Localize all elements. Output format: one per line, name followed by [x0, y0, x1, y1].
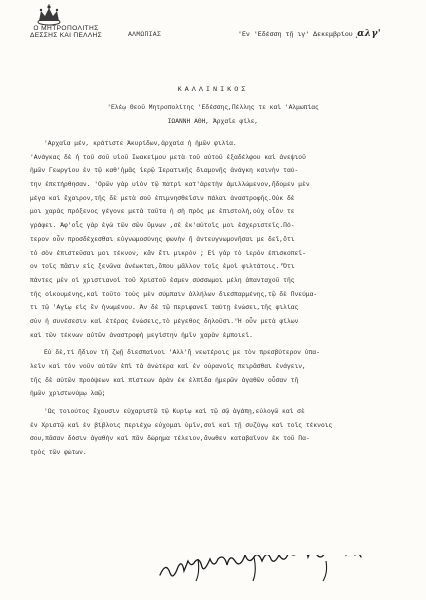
body-line: τρὸς τῶν φώτων. — [30, 449, 87, 457]
intro-line: ΙΩΑΝΝΗ ΑΘΗ, Ἀρχαῖε φίλε, — [167, 118, 259, 125]
body-line: 'Ως τοιούτος ἔχουσιν εὐχαριστῶ τῷ Κυρίῳ καὶ τῷ σῷ ἀγάπῃ,εὐλογῶ καὶ σὲ — [44, 408, 305, 416]
body-line: τῆς οἰκουμένης,καὶ τοῦτο τοὺς μὲν σύμπαιν ἀλλήλων διεσπαρμένης,τῷ δὲ Πνεύμα- — [30, 290, 318, 298]
body-line: μέγα καὶ ἔχαιρον,τῆς δὲ μετὰ σοῦ ἐπιμνησθεῖσιν πάλαι ἀναστροφῆς.Οὐκ δὲ — [30, 194, 295, 202]
letterhead — [6, 25, 126, 39]
body-line: ἡμῶν Γεωργίου ἐν τῷ καθ'ἡμᾶς ἱερῷ Ἱερατικῆς διαμονῆς ἀνάγκη καινὴν ταύ- — [30, 167, 299, 175]
letterhead-title: Ο ΜΗΤΡΟΠΟΛΙΤΗΣ — [33, 25, 99, 32]
body-line: σὺν ἡ συνέσεσιν καὶ ἑτέρας ἐνώσεις,τὸ μέγεθος δηλοῦσι.'Ἡ οὖν μετὰ φίλων — [30, 317, 299, 325]
body-line: σου,πᾶσαν δόσιν ἀγαθὴν καὶ πᾶν δώρημα τέλειον,ἄνωθεν καταβαῖνον ἐκ τοῦ Πα- — [30, 435, 310, 443]
dateline-year: ͅαλγ' — [356, 29, 382, 39]
body-line: ἐν Χριστῷ καὶ ἐν βίβλοις περιέχω εὐχομαι ὑμῖν,σοὶ καὶ τῇ συζύγῳ καὶ τοῖς τέκνοις — [30, 421, 333, 429]
body-line: τερον οὖν προσδέχεσθαι εὐγνωμοσύνης φωνὴν ἢ ἀντευγνωμονῆσαι με δεῖ,ὅτι — [30, 235, 295, 243]
body-line: ον τοῖς πᾶσιν εἰς ξενῶνα ἀνέωκται,ὅπου μᾶλλον τοῖς ἐμοὶ φιλτάτοις.'Ὅτι — [30, 263, 295, 271]
body-line: μοι χαρὰς πρόξενος γέγονε μετὰ ταῦτα ἡ σὴ πρὸς με ἐπιστολή,οὐχ οἷόν τε — [30, 208, 295, 216]
body-line: 'Ανάγκας δὲ ἡ τοῦ σοῦ υἱοῦ Ιωακείμου μετὰ τοῦ αὐτοῦ ἐξαδέλφου καὶ ἀνεψιοῦ — [30, 153, 306, 161]
body-line: τὸ σὸν ἐπιστεῦσαι μοι τέκνον, κἂν ἔτι μικρὸν ; Εἰ γὰρ τὸ ἱερὸν ἐπισκοπεῖ- — [30, 249, 306, 257]
body-line: γράφει. Ἀφ'οἷς γὰρ ἐγὼ τῶν σῶν ὕμνων ,σὲ ἐκ'αὐτοῖς μοι ἐσχεριστεῖς.Πό- — [30, 222, 295, 230]
body-line: πάντες μὲν οἱ χριστιανοὶ τοῦ Χριστοῦ ἐσμεν σύσσωμοι μέλη ἀπανταχοῦ τῆς — [30, 276, 295, 284]
body-line: τῆς δὲ αὐτῶν προόψεων καὶ πίστεων ἀρὰν ἐκ ἐλπίδα ἡμερῶν ἀγαθῶν οὖσαν τῆ — [30, 376, 299, 384]
body-line: την ἐπετήρθησαν. 'Ορῶν γὰρ υἱὸν τῷ πατρὶ κατ'ἀρετὴν ἁμιλλώμενον,ἤδομεν μὲν — [30, 181, 310, 189]
letter-heading: ΚΑΛΛΙΝΙΚΟΣ — [177, 86, 249, 94]
body-line: 'Αρχαῖα μέν, κράτιστε Ἀκυρίδων,ἀρχαία ἡ ἡμῶν φιλία. — [44, 140, 237, 147]
body-line: τι τῷ 'Αγίῳ εἰς ἓν ἡνωμένου. Ἀν δὲ τῷ περιφανεῖ ταύτῃ ἑνώσει,τῆς φιλίας — [30, 304, 299, 312]
handwritten-signature — [158, 555, 398, 585]
letterhead-see: ΔΕΣΣΗΣ ΚΑΙ ΠΕΛΛΗΣ — [30, 32, 102, 39]
body-line: λεῖν καὶ τὸν νοῦν αὐτῶν ἐπὶ τὰ ἀνώτερα καὶ ἐν οὐρανοῖς πειρᾶσθαι ἐνάγειν, — [30, 363, 306, 370]
letterhead-stamp: ΑΛΜΩΠΙΑΣ — [128, 31, 162, 38]
body-line: Εὐ δὲ,τί ἥδιον τῆ ζωῇ διεσπαίνοι 'Αλλ'ἤ νεωτέροις με τὸν πρεσβύτερον ὑπα- — [44, 349, 320, 357]
dateline — [238, 28, 381, 39]
body-line: καὶ τῶν τέκνων αὐτῶν ἀναστροφὴ μεγίστην ἡμῖν χαρὰν ἐμποιεῖ. — [30, 331, 253, 339]
body-line: ἡμῶν χριστωνύμῳ λαῷ; — [30, 390, 106, 398]
dateline-text: 'Εν 'Εδέσση τῇ ιγ' Δεκεμβρίου — [238, 31, 353, 38]
intro-line: 'Ελέῳ Θεοῦ Μητροπολίτης 'Εδέσσης,Πέλλης τε καὶ 'Αλμωπίας — [107, 104, 319, 111]
letter-body — [30, 137, 410, 460]
